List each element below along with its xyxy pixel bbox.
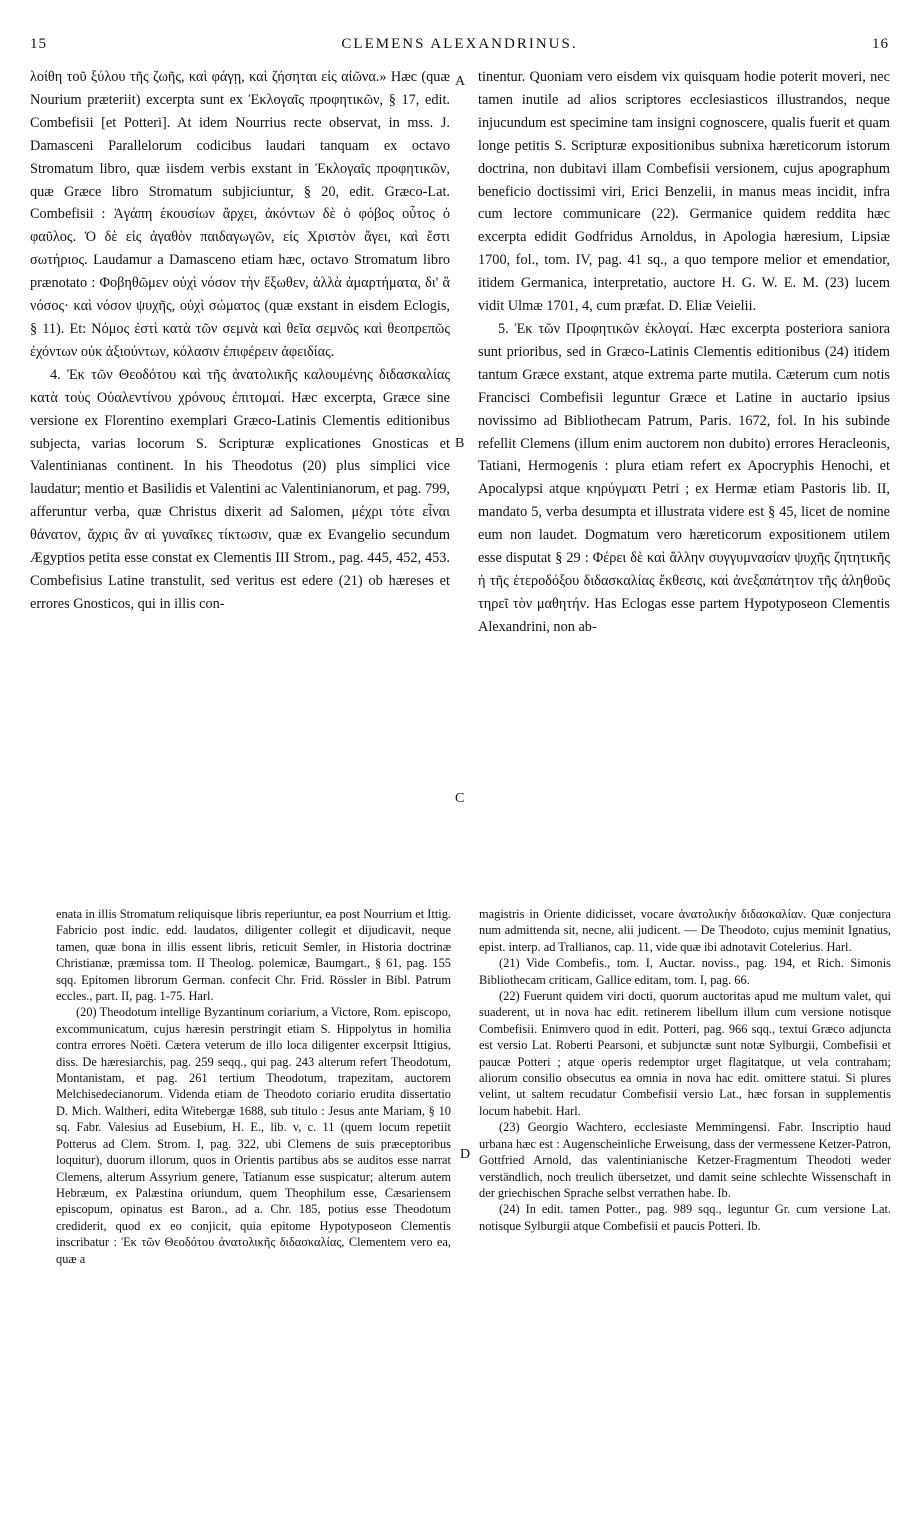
footnote: (21) Vide Combefis., tom. I, Auctar. noviss., pag. 194, et Rich. Simonis Bibliothecam criticam, Gallice editam, tom. I, pag. 66.: [479, 956, 891, 987]
footnote: (20) Theodotum intellige Byzantinum coriarium, a Victore, Rom. episcopo, excommunicatum, cujus hæresin perstringit etiam S. Hippolytus in homilia contra errores Noëti. Cætera veterum de illo loca diligenter excerpsit Ittigius, diss. De hæresiarchis, pag. 259 seqq., qui pag. 243 alterum refert Theodotum, Montanistam, et pag. 261 tertium Theodotum, trapezitam, auctorem Melchisedecianorum. Videnda etiam de Theodoto coriario erudita dissertatio D. Mich. Waltheri, edita Witebergæ 1688, sub titulo : Jesus ante Mariam, § 10 sq. Fabr. Valesius ad Eusebium, H. E., lib. v, c. 11 (quem locum repetiit Potterus ad Clem. Strom. I, pag. 322, ubi Clemens de suis præceptoribus loquitur), duorum illorum, quos in Orientis partibus abs se auditos esse narrat Clemens, alterum Assyrium genere, Tatianum esse suspicatur; alterum autem Hebræum, ex Palæstina oriundum, quem Theophilum esse, Cæsariensem episcopum, opinatus est Baron., ad a. Chr. 185, potius esse Theodotum crediderit, quod ex eo conjicit, quia epitome Hypotyposeon Clementis inscribatur : Ἐκ τῶν Θεοδότου ἀνατολικῆς διδασκαλίας, Clementem vero ea, quæ a: [56, 1005, 451, 1266]
footnotes-left: [56, 906, 451, 1267]
footnotes-right: [479, 906, 891, 1234]
footnote: magistris in Oriente didicisset, vocare ἀνατολικὴν διδασκαλίαν. Quæ conjectura num admittenda sit, necne, alii judicent. — De Theodoto, cujus meminit Ignatius, epist. interp. ad Trallianos, cap. 11, vide quæ ibi adnotavit Cotelerius. Harl.: [479, 907, 891, 954]
main-right-paragraph: tinentur. Quoniam vero eisdem vix quisquam hodie poterit moveri, nec tamen inutile ad alios scriptores ecclesiasticos illustrandos, neque injucundum est specimine tam insigni cognoscere, qualis fuerit et quam longe petitis S. Scripturæ expositionibus subnixa hæreticorum istorum doctrina, non dubitavi illam Combefisii versionem, cujus apographum beneficio doctissimi viri, Erici Benzelii, in manus meas incidit, infra cum lectore communicare (22). Germanice quidem reddita hæc excerpta edidit Godfridus Arnoldus, in Apologia hæresium, Lipsiæ 1700, fol., tom. IV, pag. 41 sq., a quo tempore melior et emendatior, itidem Germanica, interpretatio, auctore H. G. W. E. M. (23) lucem vidit Ulmæ 1701, 4, cum præfat. D. Eliæ Veielii.: [478, 69, 890, 315]
page-header: [30, 36, 889, 56]
margin-marker-c: C: [455, 791, 465, 806]
main-left-paragraph: λοίθη τοῦ ξύλου τῆς ζωῆς, καὶ φάγῃ, καὶ ζήσηται εἰς αἰῶνα.» Hæc (quæ Nourium præteriit) excerpta sunt ex Ἐκλογαῖς προφητικῶν, § 17, edit. Combefisii [et Potteri]. At idem Nourrius recte observat, in mss. J. Damasceni Parallelorum codicibus laudari tanquam ex octavo Stromatum libro, quæ iisdem verbis exstant in Ἐκλογαῖς προφητικῶν, quæ Græce libro Stromatum subjiciuntur, § 20, edit. Græco-Lat. Combefisii : Ἀγάπη ἑκουσίων ἄρχει, ἀκόντων δὲ ὁ φόβος οὗτος ὁ φαῦλος. Ὁ δὲ εἰς ἀγαθὸν παιδαγωγῶν, εἰς Χριστὸν ἄγει, καὶ ἔστι σωτήριος. Laudamur a Damasceno etiam hæc, octavo Stromatum libro prænotato : Φοβηθῶμεν οὐχὶ νόσον τὴν ἔξωθεν, ἀλλὰ ἁμαρτήματα, δι' ἃ νόσος· καὶ νόσον ψυχῆς, οὐχὶ σώματος (quæ exstant in eisdem Eclogis, § 11). Et: Νόμος ἐστὶ κατὰ τῶν σεμνὰ καὶ θεῖα σεμνῶς καὶ θεοπρεπῶς ἐχόντων οὐκ ἀξιούντων, κόλασιν ἐπιφέρειν ἀφειδίας.: [30, 69, 450, 360]
footnote: (24) In edit. tamen Potter., pag. 989 sqq., leguntur Gr. cum versione Lat. notisque Sylburgii atque Combefisii et paucis Potteri. Ib.: [479, 1202, 891, 1233]
main-left-paragraph: 4. Ἐκ τῶν Θεοδότου καὶ τῆς ἀνατολικῆς καλουμένης διδασκαλίας κατὰ τοὺς Οὐαλεντίνου χρόνους ἐπιτομαί. Hæc excerpta, Græce sine versione ex Florentino exemplari Græco-Latinis Clementis editionibus subjecta, varias locorum S. Scripturæ explicationes Gnosticas et Valentinianas continent. In his Theodotus (20) plus simplici vice laudatur; mentio et Basilidis et Valentini ac Valentinianorum, et pag. 799, afferuntur verba, quæ Christus dixerit ad Salomen, μέχρι τότε εἶναι θάνατον, ἄχρις ἂν αἱ γυναῖκες τίκτωσιν, quæ ex Evangelio secundum Ægyptios petita esse constat ex Clementis III Strom., pag. 445, 452, 453. Combefisius Latine transtulit, sed veritus est edere (21) ob hæreses et errores Gnosticos, qui in illis con-: [30, 366, 450, 612]
margin-marker-a: A: [455, 74, 466, 89]
page-number-left: 15: [30, 36, 47, 52]
page-number-right: 16: [872, 36, 889, 52]
footnote: (23) Georgio Wachtero, ecclesiaste Memmingensi. Fabr. Inscriptio haud urbana hæc est : Augenscheinliche Erweisung, dass der vermessene Ketzer-Patron, Gottfried Arnold, das valentinianische Ketzer-Fragmentum Theodoti weder verständlich, noch treulich übersetzet, und damit seine schlechte Wissenschaft in der griechischen Sprache selbst verrathen habe. Ib.: [479, 1120, 891, 1200]
main-right-paragraph: 5. Ἐκ τῶν Προφητικῶν ἐκλογαί. Hæc excerpta posteriora saniora sunt prioribus, sed in Græco-Latinis Clementis editionibus (24) itidem tantum Græce exstant, atque extrema parte mutila. Cæterum cum notis Francisci Combefisii leguntur Græce et Latine in auctario ipsius novissimo ad Bibliothecam Patrum, Paris. 1672, fol. In his subinde refellit Clemens (illum enim auctorem non dubito) errores Heracleonis, Tatiani, Hermogenis : plura etiam refert ex Apocryphis Henochi, et Apocalypsi atque κηρύγματι Petri ; ex Hermæ etiam Pastoris lib. II, mandato 5, verba desumpta et illustrata videre est § 45, licet de nomine eum non laudet. Dogmatum vero hæreticorum expositionem utilem esse disputat § 29 : Φέρει δὲ καὶ ἄλλην συγγυμνασίαν ψυχῆς ζητητικῆς ἡ τῆς ἑτεροδόξου διδασκαλίας ἔκθεσις, καὶ ἀνεξαπάτητον τῆς ἀληθοῦς τηρεῖ τὸν μαθητήν. Has Eclogas esse partem Hypotyposeon Clementis Alexandrini, non ab-: [478, 320, 890, 635]
margin-marker-b: B: [455, 436, 465, 451]
margin-marker-d: D: [460, 1147, 471, 1162]
footnote: (22) Fuerunt quidem viri docti, quorum auctoritas apud me multum valet, qui suaderent, ut in nova hac edit. retinerem libellum illum cum versione notisque Combefisii. Enimvero quod in edit. Potteri, pag. 966 sqq., textui Græco adjuncta est versio Lat. Roberti Pearsoni, et subjunctæ sunt notæ Sylburgii, Combefisii et paucæ Potteri ; atque operis redemptor urget flagitatque, ut vela contraham; aliorum consilio obsecutus ea omnia in nova hac edit. omittere statui. Si plures velint, ut saltem recudatur Combefisii versio Lat., hæc forsan in supplementis locum habebit. Harl.: [479, 989, 891, 1118]
footnote: enata in illis Stromatum reliquisque libris reperiuntur, ea post Nourrium et Ittig. Fabricio post indic. edd. laudatos, diligenter collegit et dijudicavit, neque tamen, quæ bona in illis essent libris, reticuit Semler, in Historia doctrinæ Christianæ, præmissa tom. II Theolog. polemicæ, Baumgart., § 61, pag. 155 sqq. Epitomen librorum German. confecit Chr. Frid. Rössler in Bibl. Patrum eccles., part. II, pag. 1-75. Harl.: [56, 907, 451, 1004]
main-column-left: [30, 66, 450, 616]
main-column-right: [478, 66, 890, 639]
running-title: CLEMENS ALEXANDRINUS.: [341, 36, 578, 52]
